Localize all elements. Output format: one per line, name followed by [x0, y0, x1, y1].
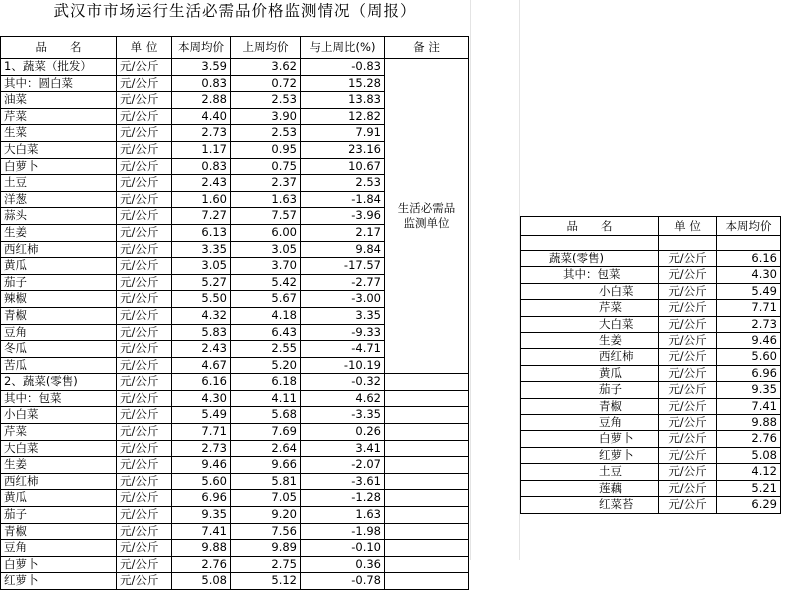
item-name: 冬瓜 — [1, 341, 117, 358]
item-name: 莲藕 — [521, 480, 659, 496]
pct-change: 0.36 — [301, 556, 385, 573]
prev-avg: 7.57 — [231, 208, 301, 225]
page-title: 武汉市市场运行生活必需品价格监测情况（周报） — [53, 2, 417, 20]
prev-avg: 2.37 — [231, 175, 301, 192]
price-table — [0, 36, 469, 590]
table-row — [1, 440, 469, 457]
item-name: 红菜苔 — [521, 497, 659, 513]
item-unit: 元/公斤 — [117, 274, 172, 291]
pct-change: -3.96 — [301, 208, 385, 225]
pct-change: -0.78 — [301, 573, 385, 590]
item-unit: 元/公斤 — [117, 374, 172, 391]
current-avg: 5.60 — [172, 473, 231, 490]
item-unit: 元/公斤 — [659, 316, 717, 332]
item-unit: 元/公斤 — [117, 158, 172, 175]
item-unit: 元/公斤 — [117, 191, 172, 208]
item-unit: 元/公斤 — [117, 457, 172, 474]
header-name: 品 名 — [1, 37, 117, 59]
pct-change: -0.83 — [301, 59, 385, 76]
item-name: 苦瓜 — [1, 357, 117, 374]
note-cell-empty — [385, 507, 469, 524]
table-row — [1, 424, 469, 441]
pct-change: -1.28 — [301, 490, 385, 507]
item-unit: 元/公斤 — [117, 241, 172, 258]
table-row — [521, 415, 781, 431]
item-name: 生姜 — [1, 457, 117, 474]
blank-cell — [521, 236, 659, 251]
note-cell-empty — [385, 457, 469, 474]
item-unit: 元/公斤 — [659, 497, 717, 513]
current-avg: 9.35 — [172, 507, 231, 524]
pct-change: -2.77 — [301, 274, 385, 291]
prev-avg: 4.18 — [231, 307, 301, 324]
table-row — [1, 556, 469, 573]
item-name: 白萝卜 — [1, 556, 117, 573]
item-unit: 元/公斤 — [117, 556, 172, 573]
current-avg: 7.27 — [172, 208, 231, 225]
table-row — [521, 349, 781, 365]
current-avg: 2.73 — [172, 125, 231, 142]
pct-change: -9.33 — [301, 324, 385, 341]
item-name: 土豆 — [521, 464, 659, 480]
prev-avg: 2.53 — [231, 92, 301, 109]
pct-change: 2.53 — [301, 175, 385, 192]
pct-change: -3.61 — [301, 473, 385, 490]
header-prev-avg: 上周均价 — [231, 37, 301, 59]
table-row — [1, 523, 469, 540]
item-name: 大白菜 — [1, 440, 117, 457]
item-name: 其中：包菜 — [521, 267, 659, 283]
item-name: 大白菜 — [521, 316, 659, 332]
current-avg: 5.27 — [172, 274, 231, 291]
item-name: 茄子 — [1, 274, 117, 291]
prev-avg: 3.90 — [231, 108, 301, 125]
item-name: 辣椒 — [1, 291, 117, 308]
current-avg: 9.88 — [172, 540, 231, 557]
current-avg: 7.71 — [172, 424, 231, 441]
item-name: 白萝卜 — [521, 431, 659, 447]
prev-avg: 2.55 — [231, 341, 301, 358]
item-name: 芹菜 — [1, 424, 117, 441]
prev-avg: 6.00 — [231, 224, 301, 241]
note-cell: 生活必需品监测单位 — [385, 59, 469, 374]
pct-change: -1.98 — [301, 523, 385, 540]
pct-change: -2.07 — [301, 457, 385, 474]
current-avg: 6.29 — [717, 497, 781, 513]
header-unit: 单 位 — [117, 37, 172, 59]
item-unit: 元/公斤 — [659, 464, 717, 480]
pct-change: 15.28 — [301, 75, 385, 92]
item-name: 生姜 — [1, 224, 117, 241]
item-name: 小白菜 — [521, 283, 659, 299]
item-unit: 元/公斤 — [117, 440, 172, 457]
pct-change: 3.41 — [301, 440, 385, 457]
table-row — [1, 390, 469, 407]
table-row — [1, 473, 469, 490]
current-avg: 2.76 — [717, 431, 781, 447]
prev-avg: 9.20 — [231, 507, 301, 524]
item-name: 茄子 — [521, 382, 659, 398]
item-unit: 元/公斤 — [117, 523, 172, 540]
prev-avg: 3.62 — [231, 59, 301, 76]
item-name: 芹菜 — [521, 300, 659, 316]
retail-summary-table — [520, 216, 781, 514]
note-cell-empty — [385, 573, 469, 590]
table-row — [1, 540, 469, 557]
current-avg: 3.05 — [172, 258, 231, 275]
current-avg: 4.30 — [172, 390, 231, 407]
item-name: 芹菜 — [1, 108, 117, 125]
pct-change: 2.17 — [301, 224, 385, 241]
current-avg: 6.16 — [717, 251, 781, 267]
table-header-row — [521, 217, 781, 236]
table-row — [521, 316, 781, 332]
current-avg: 5.83 — [172, 324, 231, 341]
prev-avg: 0.95 — [231, 141, 301, 158]
item-unit: 元/公斤 — [117, 59, 172, 76]
item-unit: 元/公斤 — [659, 431, 717, 447]
item-name: 西红柿 — [1, 241, 117, 258]
item-name: 西红柿 — [1, 473, 117, 490]
table-row — [1, 490, 469, 507]
current-avg: 4.40 — [172, 108, 231, 125]
item-unit: 元/公斤 — [117, 75, 172, 92]
current-avg: 6.96 — [172, 490, 231, 507]
note-cell-empty — [385, 490, 469, 507]
current-avg: 5.21 — [717, 480, 781, 496]
item-name: 豆角 — [521, 415, 659, 431]
current-avg: 9.88 — [717, 415, 781, 431]
current-avg: 5.49 — [172, 407, 231, 424]
prev-avg: 3.70 — [231, 258, 301, 275]
table-row — [1, 374, 469, 391]
prev-avg: 7.69 — [231, 424, 301, 441]
prev-avg: 5.42 — [231, 274, 301, 291]
item-name: 蒜头 — [1, 208, 117, 225]
prev-avg: 7.56 — [231, 523, 301, 540]
current-avg: 2.73 — [717, 316, 781, 332]
prev-avg: 5.81 — [231, 473, 301, 490]
pct-change: -3.35 — [301, 407, 385, 424]
prev-avg: 5.67 — [231, 291, 301, 308]
table-row — [521, 497, 781, 513]
item-unit: 元/公斤 — [117, 473, 172, 490]
table-row — [521, 464, 781, 480]
item-name: 茄子 — [1, 507, 117, 524]
item-name: 油菜 — [1, 92, 117, 109]
current-avg: 0.83 — [172, 75, 231, 92]
item-unit: 元/公斤 — [659, 415, 717, 431]
pct-change: 4.62 — [301, 390, 385, 407]
item-unit: 元/公斤 — [117, 175, 172, 192]
prev-avg: 4.11 — [231, 390, 301, 407]
note-cell-empty — [385, 523, 469, 540]
item-name: 其中：包菜 — [1, 390, 117, 407]
current-avg: 3.35 — [172, 241, 231, 258]
current-avg: 4.12 — [717, 464, 781, 480]
current-avg: 7.71 — [717, 300, 781, 316]
current-avg: 3.59 — [172, 59, 231, 76]
current-avg: 5.49 — [717, 283, 781, 299]
current-avg: 4.30 — [717, 267, 781, 283]
item-unit: 元/公斤 — [117, 390, 172, 407]
current-avg: 0.83 — [172, 158, 231, 175]
current-avg: 2.88 — [172, 92, 231, 109]
item-name: 豆角 — [1, 540, 117, 557]
item-unit: 元/公斤 — [659, 480, 717, 496]
item-unit: 元/公斤 — [659, 283, 717, 299]
pct-change: 1.63 — [301, 507, 385, 524]
pct-change: 3.35 — [301, 307, 385, 324]
item-name: 生姜 — [521, 333, 659, 349]
pct-change: -3.00 — [301, 291, 385, 308]
pct-change: 0.26 — [301, 424, 385, 441]
item-name: 土豆 — [1, 175, 117, 192]
item-unit: 元/公斤 — [117, 424, 172, 441]
prev-avg: 9.66 — [231, 457, 301, 474]
item-unit: 元/公斤 — [659, 251, 717, 267]
pct-change: -10.19 — [301, 357, 385, 374]
table-row — [521, 300, 781, 316]
item-unit: 元/公斤 — [117, 324, 172, 341]
item-unit: 元/公斤 — [117, 92, 172, 109]
item-name: 大白菜 — [1, 141, 117, 158]
pct-change: -1.84 — [301, 191, 385, 208]
item-name: 黄瓜 — [521, 365, 659, 381]
current-avg: 5.08 — [172, 573, 231, 590]
item-unit: 元/公斤 — [117, 108, 172, 125]
table-row — [521, 251, 781, 267]
item-unit: 元/公斤 — [117, 407, 172, 424]
current-avg: 9.46 — [717, 333, 781, 349]
table-row — [1, 407, 469, 424]
prev-avg: 5.12 — [231, 573, 301, 590]
item-unit: 元/公斤 — [117, 357, 172, 374]
note-cell-empty — [385, 473, 469, 490]
header-pct-change: 与上周比(%) — [301, 37, 385, 59]
prev-avg: 2.75 — [231, 556, 301, 573]
table-row — [1, 573, 469, 590]
prev-avg: 7.05 — [231, 490, 301, 507]
item-unit: 元/公斤 — [117, 141, 172, 158]
current-avg: 1.17 — [172, 141, 231, 158]
item-unit: 元/公斤 — [659, 398, 717, 414]
item-unit: 元/公斤 — [117, 341, 172, 358]
prev-avg: 1.63 — [231, 191, 301, 208]
item-unit: 元/公斤 — [659, 300, 717, 316]
current-avg: 5.08 — [717, 447, 781, 463]
prev-avg: 5.68 — [231, 407, 301, 424]
current-avg: 5.60 — [717, 349, 781, 365]
current-avg: 6.16 — [172, 374, 231, 391]
item-unit: 元/公斤 — [659, 349, 717, 365]
item-unit: 元/公斤 — [117, 224, 172, 241]
prev-avg: 5.20 — [231, 357, 301, 374]
header-unit: 单 位 — [659, 217, 717, 236]
note-cell-empty — [385, 374, 469, 391]
table-row — [521, 333, 781, 349]
item-unit: 元/公斤 — [117, 307, 172, 324]
item-unit: 元/公斤 — [117, 573, 172, 590]
header-current-avg: 本周均价 — [172, 37, 231, 59]
item-unit: 元/公斤 — [117, 490, 172, 507]
table-row — [1, 59, 469, 76]
current-avg: 2.76 — [172, 556, 231, 573]
current-avg: 2.43 — [172, 341, 231, 358]
item-unit: 元/公斤 — [117, 291, 172, 308]
note-cell-empty — [385, 407, 469, 424]
table-row — [521, 447, 781, 463]
current-avg: 9.35 — [717, 382, 781, 398]
item-unit: 元/公斤 — [117, 507, 172, 524]
table-header-row — [1, 37, 469, 59]
pct-change: 13.83 — [301, 92, 385, 109]
header-current-avg: 本周均价 — [717, 217, 781, 236]
item-unit: 元/公斤 — [659, 365, 717, 381]
header-name: 品 名 — [521, 217, 659, 236]
item-name: 生菜 — [1, 125, 117, 142]
current-avg: 6.96 — [717, 365, 781, 381]
blank-row — [521, 236, 781, 251]
note-cell-empty — [385, 390, 469, 407]
prev-avg: 2.53 — [231, 125, 301, 142]
current-avg: 2.73 — [172, 440, 231, 457]
table-row — [521, 267, 781, 283]
note-cell-empty — [385, 440, 469, 457]
pct-change: -4.71 — [301, 341, 385, 358]
table-row — [521, 480, 781, 496]
pct-change: 10.67 — [301, 158, 385, 175]
sheet-gridline — [470, 0, 471, 560]
table-row — [521, 431, 781, 447]
table-row — [521, 382, 781, 398]
pct-change: 12.82 — [301, 108, 385, 125]
item-name: 蔬菜(零售) — [521, 251, 659, 267]
item-unit: 元/公斤 — [659, 382, 717, 398]
pct-change: 7.91 — [301, 125, 385, 142]
current-avg: 5.50 — [172, 291, 231, 308]
pct-change: 23.16 — [301, 141, 385, 158]
current-avg: 2.43 — [172, 175, 231, 192]
prev-avg: 2.64 — [231, 440, 301, 457]
item-name: 红萝卜 — [521, 447, 659, 463]
pct-change: -0.32 — [301, 374, 385, 391]
prev-avg: 0.75 — [231, 158, 301, 175]
table-row — [1, 457, 469, 474]
note-cell-empty — [385, 556, 469, 573]
item-name: 西红柿 — [521, 349, 659, 365]
prev-avg: 6.18 — [231, 374, 301, 391]
item-name: 青椒 — [1, 523, 117, 540]
prev-avg: 6.43 — [231, 324, 301, 341]
pct-change: -17.57 — [301, 258, 385, 275]
current-avg: 9.46 — [172, 457, 231, 474]
item-unit: 元/公斤 — [659, 333, 717, 349]
table-row — [521, 365, 781, 381]
pct-change: -0.10 — [301, 540, 385, 557]
table-row — [521, 398, 781, 414]
item-unit: 元/公斤 — [117, 540, 172, 557]
header-note: 备 注 — [385, 37, 469, 59]
note-cell-empty — [385, 540, 469, 557]
item-name: 青椒 — [1, 307, 117, 324]
item-unit: 元/公斤 — [659, 447, 717, 463]
current-avg: 7.41 — [172, 523, 231, 540]
item-unit: 元/公斤 — [117, 125, 172, 142]
blank-cell — [659, 236, 717, 251]
item-unit: 元/公斤 — [117, 258, 172, 275]
item-name: 小白菜 — [1, 407, 117, 424]
note-cell-empty — [385, 424, 469, 441]
current-avg: 4.67 — [172, 357, 231, 374]
item-name: 黄瓜 — [1, 490, 117, 507]
item-name: 2、蔬菜(零售) — [1, 374, 117, 391]
blank-cell — [717, 236, 781, 251]
table-row — [1, 507, 469, 524]
item-name: 洋葱 — [1, 191, 117, 208]
current-avg: 7.41 — [717, 398, 781, 414]
table-row — [521, 283, 781, 299]
item-name: 白萝卜 — [1, 158, 117, 175]
item-name: 黄瓜 — [1, 258, 117, 275]
item-name: 红萝卜 — [1, 573, 117, 590]
item-name: 豆角 — [1, 324, 117, 341]
current-avg: 6.13 — [172, 224, 231, 241]
prev-avg: 3.05 — [231, 241, 301, 258]
item-unit: 元/公斤 — [117, 208, 172, 225]
item-name: 1、蔬菜（批发） — [1, 59, 117, 76]
current-avg: 1.60 — [172, 191, 231, 208]
current-avg: 4.32 — [172, 307, 231, 324]
item-name: 青椒 — [521, 398, 659, 414]
item-name: 其中：圆白菜 — [1, 75, 117, 92]
pct-change: 9.84 — [301, 241, 385, 258]
prev-avg: 9.89 — [231, 540, 301, 557]
item-unit: 元/公斤 — [659, 267, 717, 283]
prev-avg: 0.72 — [231, 75, 301, 92]
